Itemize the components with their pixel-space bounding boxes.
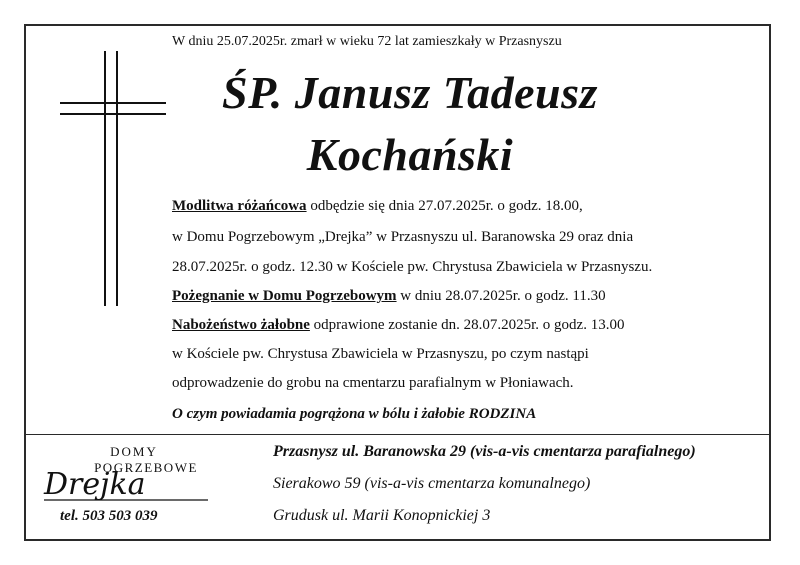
ceremony-line: w Kościele pw. Chrystusa Zbawiciela w Przasnyszu, po czym nastąpi xyxy=(172,346,589,362)
family-closing-line: O czym powiadamia pogrążona w bólu i żałobie RODZINA xyxy=(172,406,537,422)
ceremony-line: Nabożeństwo żałobne odprawione zostanie dn. 28.07.2025r. o godz. 13.00 xyxy=(172,317,625,333)
address-line: Sierakowo 59 (vis-a-vis cmentarza komunalnego) xyxy=(273,475,591,492)
svg-text:POGRZEBOWE: POGRZEBOWE xyxy=(94,460,198,475)
deceased-name-line1: ŚP. Janusz Tadeusz xyxy=(222,67,598,118)
svg-text:DOMY: DOMY xyxy=(110,444,158,459)
ceremony-line: odprowadzenie do grobu na cmentarzu parafialnym w Płoniawach. xyxy=(172,375,574,391)
ceremony-line: 28.07.2025r. o godz. 12.30 w Kościele pw. Chrystusa Zbawiciela w Przasnyszu. xyxy=(172,259,653,275)
funeral-home-logo xyxy=(36,442,216,508)
phone-number: tel. 503 503 039 xyxy=(60,508,158,524)
ceremony-line: Pożegnanie w Domu Pogrzebowym w dniu 28.07.2025r. o godz. 11.30 xyxy=(172,288,606,304)
ceremony-line: w Domu Pogrzebowym „Drejka” w Przasnyszu ul. Baranowska 29 oraz dnia xyxy=(172,229,634,245)
ceremony-line: Modlitwa różańcowa odbędzie się dnia 27.07.2025r. o godz. 18.00, xyxy=(172,198,583,214)
footer-divider xyxy=(24,434,771,435)
death-announcement-intro: W dniu 25.07.2025r. zmarł w wieku 72 lat zamieszkały w Przasnyszu xyxy=(172,34,562,49)
deceased-name-line2: Kochański xyxy=(306,129,514,180)
address-line: Przasnysz ul. Baranowska 29 (vis-a-vis cmentarza parafialnego) xyxy=(273,443,696,460)
address-line: Grudusk ul. Marii Konopnickiej 3 xyxy=(273,507,491,524)
svg-text:Drejka: Drejka xyxy=(44,467,146,502)
